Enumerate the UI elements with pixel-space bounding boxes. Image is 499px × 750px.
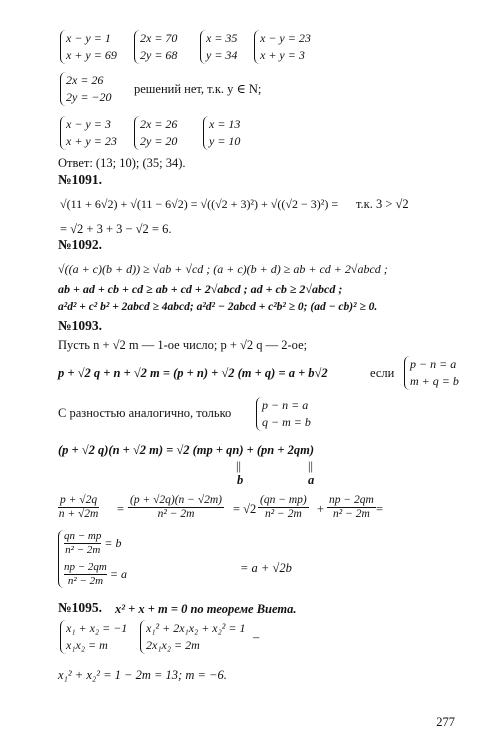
system-line: x − y = 23 — [260, 31, 311, 45]
p1095-final: x₁² + x₂² = 1 − 2m = 13; m = −6. — [58, 668, 227, 682]
system-line: y = 34 — [206, 48, 238, 62]
p1093-line1: Пусть n + √2 m — 1-ое число; p + √2 q — 2-ое; — [58, 338, 308, 352]
equals-end: = — [376, 502, 384, 516]
label-b: b — [237, 473, 244, 487]
system-difference — [256, 397, 311, 431]
system-8 — [203, 116, 240, 150]
if-word: если — [370, 366, 395, 380]
equal-sign-a: || — [308, 459, 314, 473]
p1093-line3: С разностью аналогично, только — [58, 406, 232, 420]
fraction-numerator: qn − mp — [64, 530, 102, 542]
problem-1093-heading: №1093. — [58, 318, 102, 333]
system-5 — [60, 72, 112, 106]
plus: + — [317, 502, 325, 516]
p1093-line4: (p + √2 q)(n + √2 m) = √2 (mp + qn) + (pn + 2qm) — [58, 443, 315, 457]
p1092-line3: a²d² + c² b² + 2abcd ≥ 4abcd; a²d² − 2abcd + c²b² ≥ 0; (ad − cb)² ≥ 0. — [58, 301, 378, 313]
equals: = — [117, 502, 125, 516]
rhs: = a — [109, 567, 127, 581]
system-final — [58, 530, 127, 588]
p1091-note: т.к. 3 > √2 — [356, 197, 409, 211]
system-line: 2x = 26 — [66, 73, 104, 87]
system-row — [64, 561, 127, 588]
system-line: 2x₁x₂ = 2m — [146, 638, 200, 652]
system-line: x − y = 1 — [66, 31, 111, 45]
system-line: x₁x₂ = m — [66, 638, 108, 652]
fraction-numerator: p + √2q — [60, 494, 98, 506]
system-3 — [200, 30, 237, 64]
system-line: p − n = a — [262, 398, 309, 412]
equals-sqrt2: = √2 — [233, 502, 257, 516]
system-line: 2y = 68 — [140, 48, 178, 62]
problem-1095-heading: №1095. — [58, 600, 102, 615]
page-number: 277 — [436, 715, 455, 729]
p1093-result: = a + √2b — [240, 561, 292, 575]
system-line: y = 10 — [209, 134, 241, 148]
system-line: 2x = 70 — [140, 31, 178, 45]
fraction-denominator: n + √2m — [58, 508, 99, 520]
fraction-numerator: np − 2qm — [329, 494, 374, 506]
fraction-4 — [327, 494, 376, 521]
no-solution-text: решений нет, т.к. y ∈ N; — [134, 82, 262, 96]
answer-line: Ответ: (13; 10); (35; 34). — [58, 156, 186, 170]
system-line: p − n = a — [410, 357, 457, 371]
problem-1091-heading: №1091. — [58, 172, 102, 187]
system-line: 2y = −20 — [66, 90, 112, 104]
system-1 — [60, 30, 117, 64]
fraction-denominator: n² − 2m — [67, 575, 104, 587]
p1092-line1: √((a + c)(b + d)) ≥ √ab + √cd ; (a + c)(b + d) ≥ ab + cd + 2√abcd ; — [58, 262, 388, 276]
p1095-heading-rest: x² + x + m = 0 по теореме Виета. — [115, 602, 297, 616]
system-line: x + y = 3 — [260, 48, 305, 62]
system-line: x = 35 — [206, 31, 238, 45]
system-row — [64, 530, 127, 557]
p1092-line2: ab + ad + cb + cd ≥ ab + cd + 2√abcd ; ad + cb ≥ 2√abcd ; — [58, 282, 343, 296]
system-line: q − m = b — [262, 415, 311, 429]
system-4 — [254, 30, 311, 64]
system-vieta-2 — [140, 620, 245, 654]
system-line: x₁ + x₂ = −1 — [66, 621, 128, 635]
fraction-3 — [258, 494, 309, 521]
p1093-line2: p + √2 q + n + √2 m = (p + n) + √2 (m + q) = a + b√2 — [58, 366, 328, 380]
system-line: 2y = 20 — [140, 134, 178, 148]
fraction-denominator: n² − 2m — [157, 508, 195, 520]
p1091-line2: = √2 + 3 + 3 − √2 = 6. — [60, 222, 172, 236]
fraction-numerator: (qn − mp) — [260, 494, 307, 506]
system-line: 2x = 26 — [140, 117, 178, 131]
system-line: x + y = 69 — [66, 48, 117, 62]
equal-sign-b: || — [236, 459, 242, 473]
rhs: = b — [104, 536, 122, 550]
problem-1092-heading: №1092. — [58, 237, 102, 252]
fraction-numerator: np − 2qm — [64, 561, 107, 573]
fraction-denominator: n² − 2m — [264, 508, 302, 520]
fraction-denominator: n² − 2m — [333, 508, 370, 520]
fraction-2 — [128, 494, 224, 521]
p1091-line1: √(11 + 6√2) + √(11 − 6√2) = √((√2 + 3)²) + √((√2 − 3)²) = — [60, 197, 339, 211]
system-line: x₁² + 2x₁x₂ + x₂² = 1 — [146, 621, 246, 635]
fraction-1 — [58, 494, 99, 521]
system-vieta-1 — [60, 620, 127, 654]
arrow-mark: – — [253, 630, 260, 644]
system-2 — [134, 30, 177, 64]
system-7 — [134, 116, 177, 150]
system-line: m + q = b — [410, 374, 459, 388]
system-line: x = 13 — [209, 117, 241, 131]
fraction-numerator: (p + √2q)(n − √2m) — [130, 494, 223, 506]
system-line: x − y = 3 — [66, 117, 111, 131]
system-line: x + y = 23 — [66, 134, 117, 148]
system-if — [404, 356, 459, 390]
fraction-denominator: n² − 2m — [65, 544, 101, 556]
label-a: a — [308, 473, 315, 487]
system-6 — [60, 116, 117, 150]
